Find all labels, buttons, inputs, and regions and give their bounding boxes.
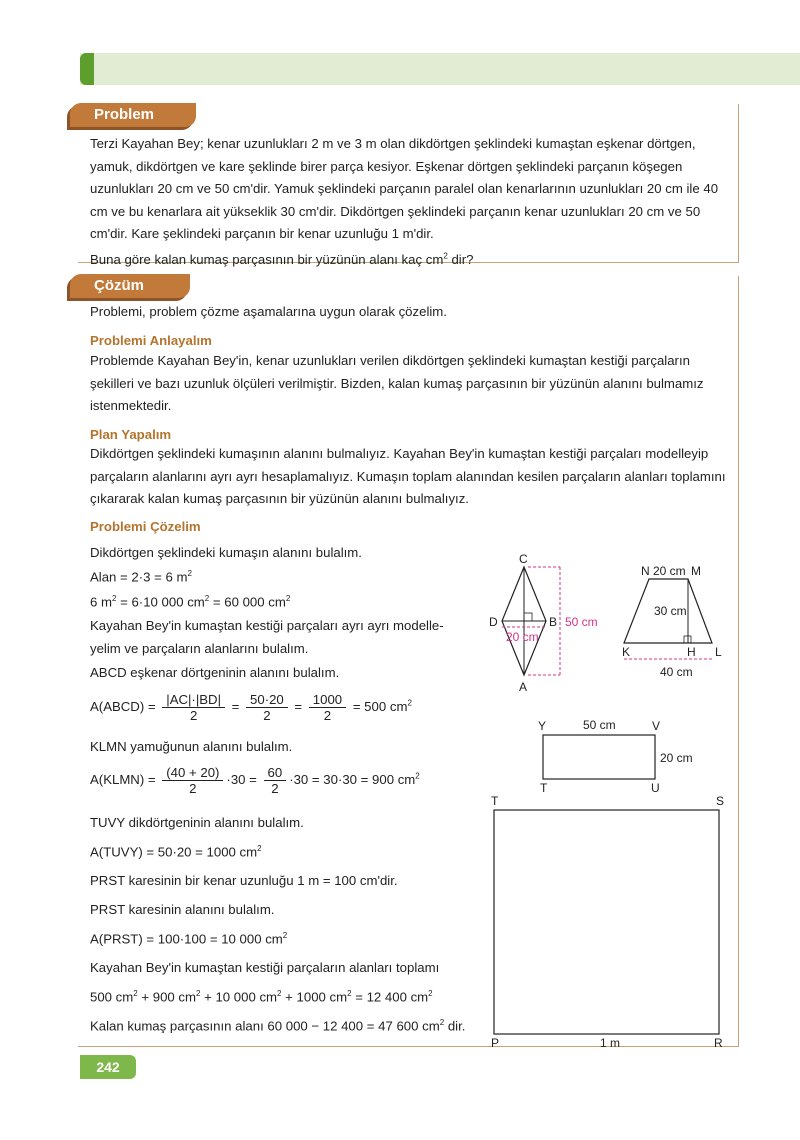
formula-square: A(PRST) = 100·100 = 10 000 $cm^2$ bbox=[90, 931, 288, 947]
formula-rhombus: A(ABCD) = $\frac{|AC|\cdot|BD|}{2}$ = $\frac{50\cdot 20}{2}$ = $\frac{1000}{2}$ = 500 $cm^2$ bbox=[90, 692, 412, 723]
label-C: C bbox=[519, 552, 528, 566]
label-S: S bbox=[716, 794, 725, 808]
step-square-title: PRST karesinin alanını bulalım. bbox=[90, 902, 275, 917]
heading-solve: Problemi Çözelim bbox=[90, 519, 201, 534]
problem-body: Terzi Kayahan Bey; kenar uzunlukları 2 m ve 3 m olan dikdörtgen şeklindeki kumaştan eşkenar dörtgen, yamuk, dikdörtgen ve kare şeklinde birer parça kesiyor. Eşkenar dörtgen şeklindeki parçanın köşegen uzunlukları 20 cm ve 50 cm'dir. Yamuk şeklindeki parçanın paralel olan kenarlarının uzunlukları 20 cm ile 40 cm ve bu kenarlara ait yükseklik 30 cm'dir. Dikdörtgen şeklindeki parçanın kenar uzunlukları 20 cm ve 50 cm'dir. Kare şeklindeki parçanın bir kenar uzunluğu 1 m'dir. bbox=[90, 136, 719, 241]
step-fabric-area: Dikdörtgen şeklindeki kumaşın alanını bulalım. bbox=[90, 545, 362, 560]
step-total-title: Kayahan Bey'in kumaştan kestiği parçaların alanları toplamı bbox=[90, 960, 440, 975]
label-B: B bbox=[549, 615, 558, 629]
label-R: R bbox=[714, 1036, 723, 1050]
label-trap-height: 30 cm bbox=[654, 604, 687, 618]
problem-tag: Problem bbox=[70, 103, 196, 127]
label-H: H bbox=[687, 645, 696, 659]
label-rect-height: 20 cm bbox=[660, 751, 693, 765]
solution-intro: Problemi, problem çözme aşamalarına uygun olarak çözelim. bbox=[90, 304, 447, 319]
step-square-side: PRST karesinin bir kenar uzunluğu 1 m = 100 cm'dir. bbox=[90, 873, 398, 888]
label-rhombus-long: 50 cm bbox=[565, 615, 598, 629]
label-D: D bbox=[489, 615, 498, 629]
formula-total: 500 $cm^2 + 900$ $cm^2 + 10$ 000 $cm^2 + 1000$ $cm^2 = 12$ 400 $cm^2$ bbox=[90, 989, 433, 1005]
paragraph-understand: Problemde Kayahan Bey'in, kenar uzunlukları verilen dikdörtgen şeklindeki kumaştan kestiği parçaların şekilleri ve bazı uzunluk ölçüleri verilmiştir. Bizden, kalan kumaş parçasının bir yüzünün alanını bulmamız istenmektedir. bbox=[90, 353, 704, 413]
formula-trapezoid: A(KLMN) = $\frac{(40 + 20)}{2}$ ·30 = $\frac{60}{2}$ ·30 = 30·30 = 900 $cm^2$ bbox=[90, 765, 420, 796]
label-N: N bbox=[641, 564, 650, 578]
page-number: 242 bbox=[80, 1055, 136, 1079]
problem-text bbox=[90, 133, 732, 271]
formula-remaining: Kalan kumaş parçasının alanı 60 000 − 12 400 = 47 600 $cm^2$ dir. bbox=[90, 1018, 466, 1034]
paragraph-plan: Dikdörtgen şeklindeki kumaşının alanını bulmalıyız. Kayahan Bey'in kumaştan kestiği parçaları modelleyip parçaların alanlarını ayrı ayrı hesaplamalıyız. Kumaşın toplam alanından kesilen parçaların alanları toplamını çıkararak kalan kumaş parçasının bir yüzünün alanını bulmalıyız. bbox=[90, 446, 726, 506]
label-rect-width: 50 cm bbox=[583, 718, 616, 732]
step-rhombus-title: ABCD eşkenar dörtgeninin alanını bulalım. bbox=[90, 665, 340, 680]
label-rhombus-short: 20 cm bbox=[506, 630, 539, 644]
formula-rectangle: A(TUVY) = 50·20 = 1000 $cm^2$ bbox=[90, 844, 262, 860]
step-trapezoid-title: KLMN yamuğunun alanını bulalım. bbox=[90, 739, 293, 754]
label-K: K bbox=[622, 645, 631, 659]
label-P: P bbox=[491, 1036, 500, 1050]
label-T-rect: T bbox=[540, 781, 548, 795]
label-Y: Y bbox=[538, 719, 547, 733]
step-model-line2: yelim ve parçaların alanlarını bulalım. bbox=[90, 641, 309, 656]
label-V: V bbox=[652, 719, 661, 733]
label-M: M bbox=[691, 564, 701, 578]
problem-question: Buna göre kalan kumaş parçasının bir yüzünün alanı kaç $cm^2$ dir? bbox=[90, 251, 474, 267]
label-A: A bbox=[519, 680, 528, 694]
step-model-line1: Kayahan Bey'in kumaştan kestiği parçaları ayrı ayrı modelle- bbox=[90, 618, 444, 633]
step-rectangle-title: TUVY dikdörtgeninin alanını bulalım. bbox=[90, 815, 304, 830]
label-T-square: T bbox=[491, 794, 499, 808]
heading-plan: Plan Yapalım bbox=[90, 427, 172, 442]
label-trap-top: 20 cm bbox=[653, 564, 686, 578]
header-bar bbox=[80, 53, 800, 85]
solution-tag: Çözüm bbox=[70, 274, 190, 298]
label-L: L bbox=[715, 645, 722, 659]
step-area-cm2: 6 $m^2 = 6\cdot 10$ 000 $cm^2 = 60$ 000 $cm^2$ bbox=[90, 594, 291, 610]
label-square-side: 1 m bbox=[600, 1036, 621, 1050]
heading-understand: Problemi Anlayalım bbox=[90, 333, 212, 348]
label-U: U bbox=[651, 781, 660, 795]
label-trap-bottom: 40 cm bbox=[660, 665, 693, 679]
header-accent bbox=[80, 53, 94, 85]
step-area-m2: Alan = 2·3 = 6 $m^2$ bbox=[90, 569, 192, 585]
